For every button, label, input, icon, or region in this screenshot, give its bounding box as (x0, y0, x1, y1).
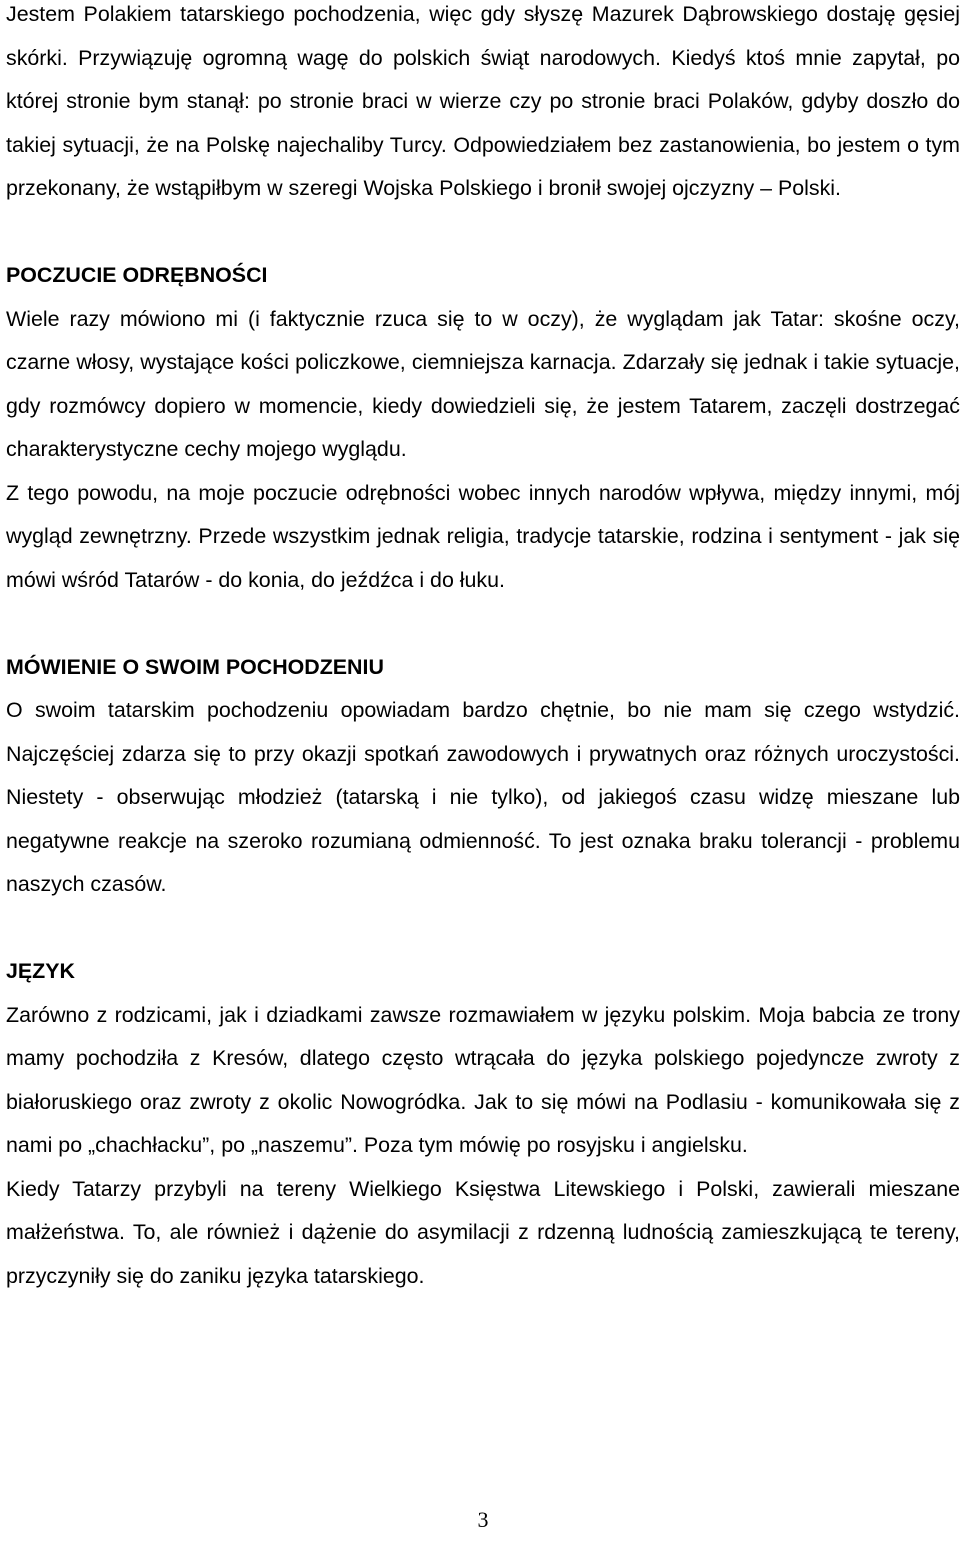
document-body (6, 0, 960, 1298)
section-paragraph: Wiele razy mówiono mi (i faktycznie rzuca się to w oczy), że wyglądam jak Tatar: skośne oczy, czarne włosy, wystające kości policzkowe, ciemniejsza karnacja. Zdarzały się jednak i takie sytuacje, gdy rozmówcy dopiero w momencie, kiedy dowiedzieli się, że jestem Tatarem, zaczęli dostrzegać charakterystyczne cechy mojego wyglądu. (6, 306, 960, 461)
section-jezyk (6, 950, 960, 1298)
section-poczucie-odrebnosci (6, 254, 960, 602)
section-heading: POCZUCIE ODRĘBNOŚCI (6, 263, 268, 287)
intro-paragraph: Jestem Polakiem tatarskiego pochodzenia, więc gdy słyszę Mazurek Dąbrowskiego dostaję gęsiej skórki. Przywiązuję ogromną wagę do polskich świąt narodowych. Kiedyś ktoś mnie zapytał, po której stronie bym stanął: po stronie braci w wierze czy po stronie braci Polaków, gdyby doszło do takiej sytuacji, że na Polskę najechaliby Turcy. Odpowiedziałem bez zastanowienia, bo jestem o tym przekonany, że wstąpiłbym w szeregi Wojska Polskiego i bronił swojej ojczyzny – Polski. (6, 2, 960, 200)
document-page (6, 0, 960, 1543)
section-paragraph: Zarówno z rodzicami, jak i dziadkami zawsze rozmawiałem w języku polskim. Moja babcia ze trony mamy pochodziła z Kresów, dlatego często wtrącała do języka polskiego pojedyncze zwroty z białoruskiego oraz zwroty z okolic Nowogródka. Jak to się mówi na Podlasiu - komunikowała się z nami po „chachłacku”, po „naszemu”. Poza tym mówię po rosyjsku i angielsku. (6, 1002, 960, 1157)
section-heading: MÓWIENIE O SWOIM POCHODZENIU (6, 654, 384, 679)
section-paragraph: Z tego powodu, na moje poczucie odrębności wobec innych narodów wpływa, między innymi, mój wygląd zewnętrzny. Przede wszystkim jednak religia, tradycje tatarskie, rodzina i sentyment - jak się mówi wśród Tatarów - do konia, do jeźdźca i do łuku. (6, 480, 960, 592)
section-paragraph: Kiedy Tatarzy przybyli na tereny Wielkiego Księstwa Litewskiego i Polski, zawierali mieszane małżeństwa. To, ale również i dążenie do asymilacji z rdzenną ludnością zamieszkującą te tereny, przyczyniły się do zaniku języka tatarskiego. (6, 1176, 960, 1288)
page-number: 3 (477, 1507, 489, 1532)
section-heading: JĘZYK (6, 959, 75, 983)
section-mowienie-o-pochodzeniu (6, 646, 960, 907)
section-paragraph: O swoim tatarskim pochodzeniu opowiadam bardzo chętnie, bo nie mam się czego wstydzić. Najczęściej zdarza się to przy okazji spotkań zawodowych i prywatnych oraz różnych uroczystości. Niestety - obserwując młodzież (tatarską i nie tylko), od jakiegoś czasu widzę mieszane lub negatywne reakcje na szeroko rozumianą odmienność. To jest oznaka braku tolerancji - problemu naszych czasów. (6, 698, 960, 896)
